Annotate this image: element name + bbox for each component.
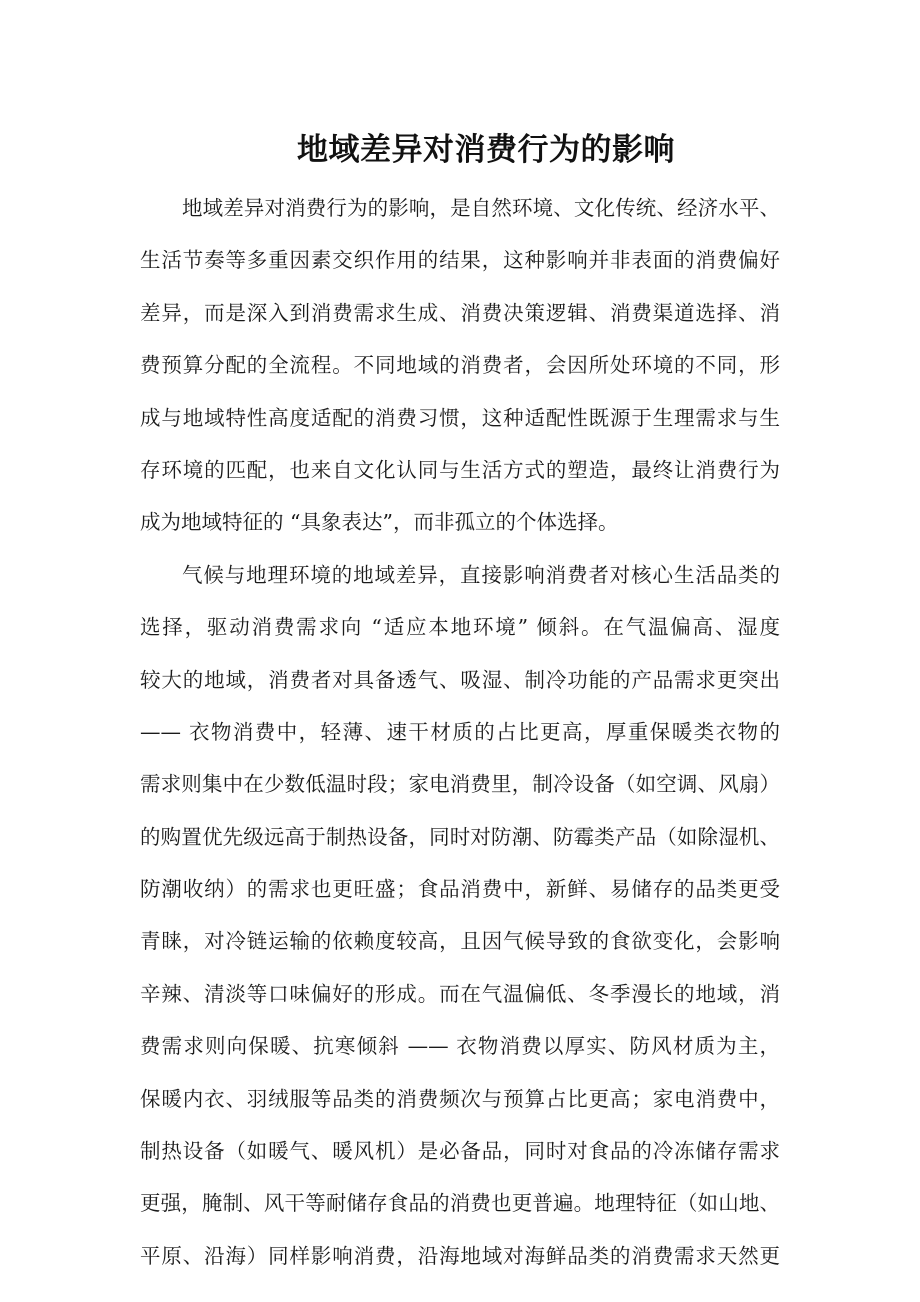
text-line: 差异，而是深入到消费需求生成、消费决策逻辑、消费渠道选择、消 (140, 300, 780, 325)
text-line: 青睐，对冷链运输的依赖度较高，且因气候导致的食欲变化，会影响 (140, 929, 780, 954)
text-line: 更强，腌制、风干等耐储存食品的消费也更普遍。地理特征（如山地、 (140, 1191, 780, 1216)
text-line: —— 衣物消费中，轻薄、速干材质的占比更高，厚重保暖类衣物的 (140, 719, 780, 744)
text-line: 的购置优先级远高于制热设备，同时对防潮、防霉类产品（如除湿机、 (140, 824, 780, 849)
text-line: 成与地域特性高度适配的消费习惯，这种适配性既源于生理需求与生 (140, 405, 780, 430)
text-line: 防潮收纳）的需求也更旺盛；食品消费中，新鲜、易储存的品类更受 (140, 877, 780, 902)
text-line: 辛辣、清淡等口味偏好的形成。而在气温偏低、冬季漫长的地域，消 (140, 981, 780, 1006)
text-line: 费需求则向保暖、抗寒倾斜 —— 衣物消费以厚实、防风材质为主， (140, 1034, 780, 1059)
text-line: 较大的地域，消费者对具备透气、吸湿、制冷功能的产品需求更突出 (140, 667, 780, 692)
text-line: 制热设备（如暖气、暖风机）是必备品，同时对食品的冷冻储存需求 (140, 1139, 780, 1164)
text-line: 平原、沿海）同样影响消费，沿海地域对海鲜品类的消费需求天然更 (140, 1243, 780, 1268)
text-line: 费预算分配的全流程。不同地域的消费者，会因所处环境的不同，形 (140, 353, 780, 378)
text-line: 存环境的匹配，也来自文化认同与生活方式的塑造，最终让消费行为 (140, 457, 780, 482)
document-body (140, 186, 780, 1286)
text-line: 气候与地理环境的地域差异，直接影响消费者对核心生活品类的 (182, 562, 780, 587)
text-line: 成为地域特征的 “具象表达”，而非孤立的个体选择。 (140, 510, 619, 535)
text-line: 选择，驱动消费需求向 “适应本地环境” 倾斜。在气温偏高、湿度 (140, 615, 780, 640)
document-title: 地域差异对消费行为的影响 (297, 132, 675, 168)
text-line: 保暖内衣、羽绒服等品类的消费频次与预算占比更高；家电消费中， (140, 1086, 780, 1111)
text-line: 地域差异对消费行为的影响，是自然环境、文化传统、经济水平、 (182, 196, 780, 220)
text-line: 需求则集中在少数低温时段；家电消费里，制冷设备（如空调、风扇） (140, 772, 780, 797)
text-line: 生活节奏等多重因素交织作用的结果，这种影响并非表面的消费偏好 (140, 248, 780, 273)
